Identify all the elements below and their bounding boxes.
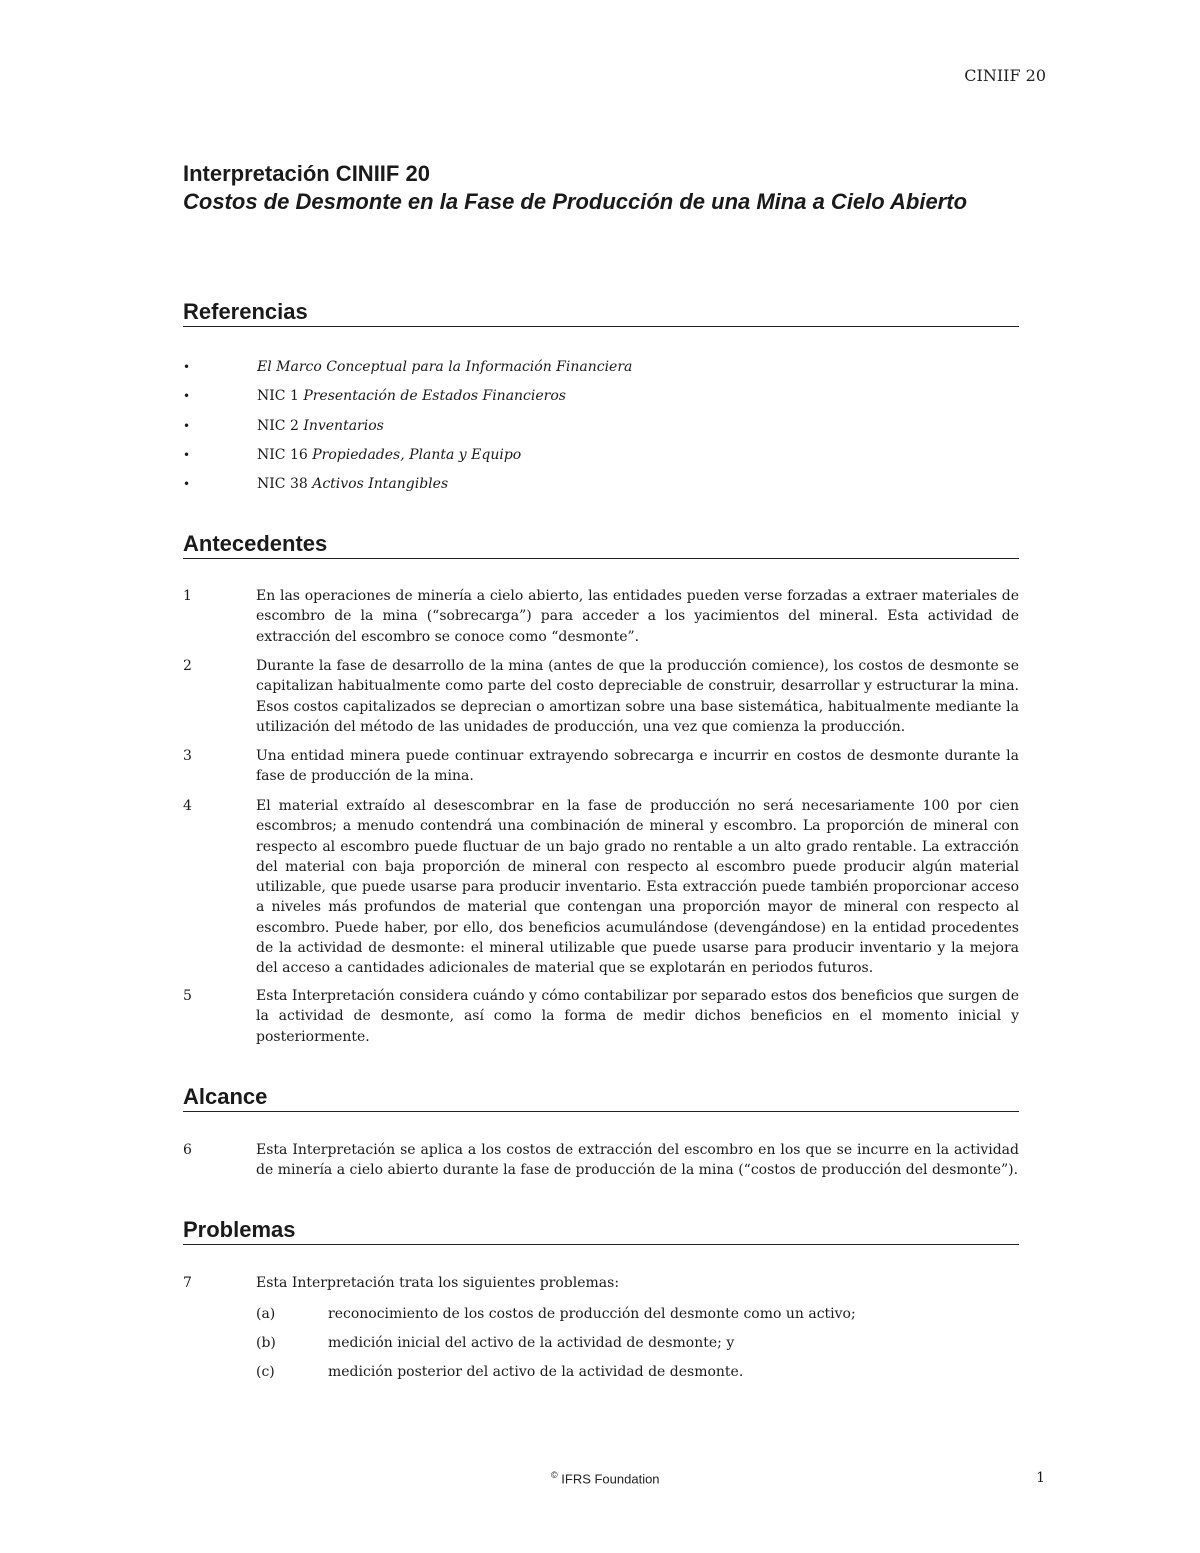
bullet-icon: • xyxy=(183,477,191,492)
bullet-icon: • xyxy=(183,418,191,433)
paragraph-number: 6 xyxy=(183,1142,192,1158)
bullet-icon: • xyxy=(183,389,191,404)
paragraph-number: 1 xyxy=(183,588,192,604)
paragraph-text: Esta Interpretación trata los siguientes problemas: xyxy=(256,1275,620,1291)
issue-text: medición posterior del activo de la actividad de desmonte. xyxy=(328,1364,744,1380)
paragraph xyxy=(183,986,1019,1047)
paragraph-text: Durante la fase de desarrollo de la mina (antes de que la producción comience), los costos de desmonte se capitalizan habitualmente como parte del costo depreciable de construir, desarrollar y estructurar la mina. Esos costos capitalizados se deprecian o amortizan sobre una base sistemática, habitualmente mediante la utilización del método de las unidades de producción, una vez que comienza la producción. xyxy=(256,658,1019,735)
references-list xyxy=(183,354,1019,500)
section-heading-referencias: Referencias xyxy=(183,299,1019,327)
header-doc-code: CINIIF 20 xyxy=(964,66,1046,85)
reference-title: Inventarios xyxy=(303,417,384,434)
list-item xyxy=(183,471,1019,500)
bullet-icon: • xyxy=(183,360,191,374)
paragraph-text: En las operaciones de minería a cielo abierto, las entidades pueden verse forzadas a extraer materiales de escombro de la mina (“sobrecarga”) para acceder a los yacimientos del mineral. Esta actividad de extracción del escombro se conoce como “desmonte”. xyxy=(256,588,1019,645)
paragraph-number: 3 xyxy=(183,748,192,764)
page-number: 1 xyxy=(1036,1470,1045,1486)
reference-title: El Marco Conceptual para la Información Financiera xyxy=(257,359,633,375)
paragraph xyxy=(183,586,1019,647)
section-heading-antecedentes: Antecedentes xyxy=(183,531,1019,559)
paragraph xyxy=(183,796,1019,979)
section-heading-problemas: Problemas xyxy=(183,1217,1019,1245)
issue-text: reconocimiento de los costos de producción del desmonte como un activo; xyxy=(328,1306,856,1322)
paragraph xyxy=(183,746,1019,787)
paragraph xyxy=(183,656,1019,737)
reference-prefix: NIC 2 xyxy=(257,417,304,434)
paragraph-text: Esta Interpretación se aplica a los costos de extracción del escombro en los que se incurre en la actividad de minería a cielo abierto durante la fase de producción de la mina (“costos de producción del desmonte”). xyxy=(256,1142,1019,1179)
issue-text: medición inicial del activo de la actividad de desmonte; y xyxy=(328,1335,735,1351)
list-item xyxy=(183,442,1019,471)
title-block xyxy=(183,160,983,216)
issue-label: (a) xyxy=(256,1306,276,1322)
issue-label: (b) xyxy=(256,1335,276,1351)
footer-copyright xyxy=(551,1470,660,1486)
reference-title: Propiedades, Planta y Equipo xyxy=(312,446,522,463)
section-heading-alcance: Alcance xyxy=(183,1084,1019,1112)
paragraph-number: 4 xyxy=(183,798,192,814)
paragraph-text: Esta Interpretación considera cuándo y cómo contabilizar por separado estos dos beneficios que surgen de la actividad de desmonte, así como la forma de medir dichos beneficios en el momento inicial y posteriormente. xyxy=(256,988,1019,1045)
paragraph-number: 2 xyxy=(183,658,192,674)
list-item xyxy=(183,413,1019,442)
reference-title: Presentación de Estados Financieros xyxy=(303,388,566,405)
reference-prefix: NIC 16 xyxy=(257,446,313,463)
paragraph-text: Una entidad minera puede continuar extrayendo sobrecarga e incurrir en costos de desmonte durante la fase de producción de la mina. xyxy=(256,748,1019,785)
paragraph-number: 5 xyxy=(183,988,192,1004)
list-item xyxy=(183,354,1019,383)
paragraph-text: El material extraído al desescombrar en la fase de producción no será necesariamente 100 por cien escombros; a menudo contendrá una combinación de mineral y escombro. La proporción de mineral con respecto al escombro puede fluctuar de un bajo grado no rentable a un alto grado rentable. La extracción del material con baja proporción de mineral con respecto al escombro puede producir algún material utilizable, que puede usarse para producir inventario. Esta extracción puede también proporcionar acceso a niveles más profundos de material que contengan una proporción mayor de mineral con respecto al escombro. Puede haber, por ello, dos beneficios acumulándose (devengándose) en la entidad procedentes de la actividad de desmonte: el mineral utilizable que puede usarse para producir inventario y la mejora del acceso a cantidades adicionales de material que se explotarán en periodos futuros. xyxy=(256,798,1019,977)
reference-prefix: NIC 38 xyxy=(257,476,313,493)
paragraph-number: 7 xyxy=(183,1275,192,1291)
reference-title: Activos Intangibles xyxy=(312,476,449,493)
paragraph xyxy=(183,1140,1019,1181)
copyright-icon: © xyxy=(551,1470,558,1480)
page-subtitle: Costos de Desmonte en la Fase de Producción de una Mina a Cielo Abierto xyxy=(183,189,968,214)
reference-prefix: NIC 1 xyxy=(257,388,304,405)
list-item xyxy=(183,383,1019,412)
bullet-icon: • xyxy=(183,447,191,462)
paragraph xyxy=(183,1273,1019,1293)
footer-publisher: IFRS Foundation xyxy=(561,1471,660,1487)
issue-label: (c) xyxy=(256,1364,275,1380)
page-title: Interpretación CINIIF 20 xyxy=(183,161,430,186)
